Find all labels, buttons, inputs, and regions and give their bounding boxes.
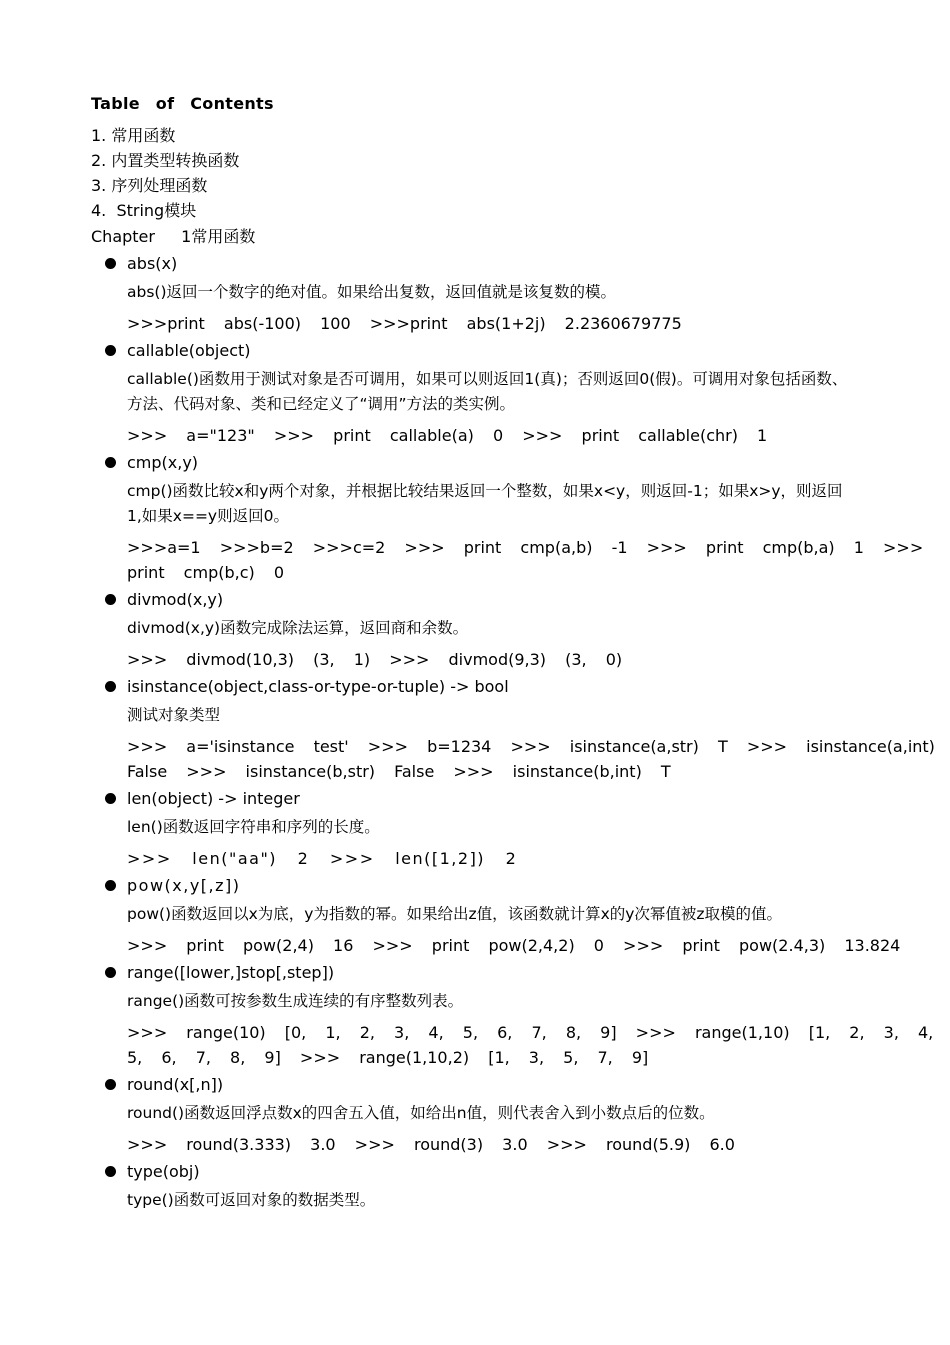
code-example: >>> print pow(2,4) 16 >>> print pow(2,4,2) 0 >>> print pow(2.4,3) 13.824: [127, 936, 901, 955]
function-entry-callable: [0, 339, 950, 451]
function-description: type()函数可返回对象的数据类型。: [127, 1191, 376, 1209]
function-list: [0, 252, 950, 1219]
function-description: cmp()函数比较x和y两个对象，并根据比较结果返回一个整数，如果x<y，则返回-1；如果x>y，则返回1,如果x==y则返回0。: [127, 482, 843, 525]
bullet-icon: [105, 1166, 116, 1177]
code-example: >>>print abs(-100) 100 >>>print abs(1+2j) 2.2360679775: [127, 314, 682, 333]
code-example: >>> len("aa") 2 >>> len([1,2]) 2: [127, 849, 518, 868]
toc-item[interactable]: 4. String模块: [91, 201, 197, 220]
toc-item[interactable]: 1. 常用函数: [91, 126, 176, 145]
bullet-icon: [105, 345, 116, 356]
bullet-icon: [105, 967, 116, 978]
bullet-icon: [105, 880, 116, 891]
bullet-icon: [105, 681, 116, 692]
code-example: >>> divmod(10,3) (3, 1) >>> divmod(9,3) (3, 0): [127, 650, 623, 669]
function-entry-divmod: [0, 588, 950, 675]
function-description: divmod(x,y)函数完成除法运算，返回商和余数。: [127, 619, 469, 637]
function-entry-pow: [0, 874, 950, 961]
function-entry-abs: [0, 252, 950, 339]
bullet-icon: [105, 457, 116, 468]
code-example: >>> round(3.333) 3.0 >>> round(3) 3.0 >>> round(5.9) 6.0: [127, 1135, 735, 1154]
function-description: range()函数可按参数生成连续的有序整数列表。: [127, 992, 464, 1010]
function-entry-len: [0, 787, 950, 874]
function-name: abs(x): [127, 254, 178, 273]
function-description: abs()返回一个数字的绝对值。如果给出复数，返回值就是该复数的模。: [127, 283, 617, 301]
function-entry-cmp: [0, 451, 950, 588]
function-name: round(x[,n]): [127, 1075, 224, 1094]
function-description: len()函数返回字符串和序列的长度。: [127, 818, 380, 836]
bullet-icon: [105, 258, 116, 269]
function-name: cmp(x,y): [127, 453, 199, 472]
toc-item[interactable]: 3. 序列处理函数: [91, 176, 208, 195]
code-example: >>> a='isinstance test' >>> b=1234 >>> isinstance(a,str) T >>> isinstance(a,int) False >>> isinstance(b,str) False >>> isinstance(b,int) T: [127, 737, 935, 781]
function-description: round()函数返回浮点数x的四舍五入值，如给出n值，则代表舍入到小数点后的位数。: [127, 1104, 715, 1122]
function-description: pow()函数返回以x为底，y为指数的幂。如果给出z值，该函数就计算x的y次幂值被z取模的值。: [127, 905, 783, 923]
toc-item[interactable]: 2. 内置类型转换函数: [91, 151, 240, 170]
bullet-icon: [105, 1079, 116, 1090]
toc-title: Table of Contents: [91, 94, 274, 113]
function-name: callable(object): [127, 341, 251, 360]
function-name: pow(x,y[,z]): [127, 876, 241, 895]
function-name: range([lower,]stop[,step]): [127, 963, 335, 982]
function-entry-range: [0, 961, 950, 1073]
function-description: 测试对象类型: [127, 706, 221, 724]
bullet-icon: [105, 793, 116, 804]
function-description: callable()函数用于测试对象是否可调用，如果可以则返回1(真)；否则返回0(假)。可调用对象包括函数、方法、代码对象、类和已经定义了“调用”方法的类实例。: [127, 370, 848, 413]
code-example: >>> range(10) [0, 1, 2, 3, 4, 5, 6, 7, 8, 9] >>> range(1,10) [1, 2, 3, 4, 5, 6, 7, 8, 9] >>> range(1,10,2) [1, 3, 5, 7, 9]: [127, 1023, 934, 1067]
code-example: >>>a=1 >>>b=2 >>>c=2 >>> print cmp(a,b) -1 >>> print cmp(b,a) 1 >>> print cmp(b,c) 0: [127, 538, 924, 582]
bullet-icon: [105, 594, 116, 605]
code-example: >>> a="123" >>> print callable(a) 0 >>> print callable(chr) 1: [127, 426, 768, 445]
function-name: isinstance(object,class-or-type-or-tuple) -> bool: [127, 677, 509, 696]
function-name: len(object) -> integer: [127, 789, 300, 808]
function-entry-round: [0, 1073, 950, 1160]
function-entry-type: [0, 1160, 950, 1219]
chapter-heading: Chapter 1常用函数: [91, 227, 256, 246]
function-entry-isinstance: [0, 675, 950, 787]
toc-list: [91, 125, 239, 225]
function-name: type(obj): [127, 1162, 200, 1181]
function-name: divmod(x,y): [127, 590, 224, 609]
